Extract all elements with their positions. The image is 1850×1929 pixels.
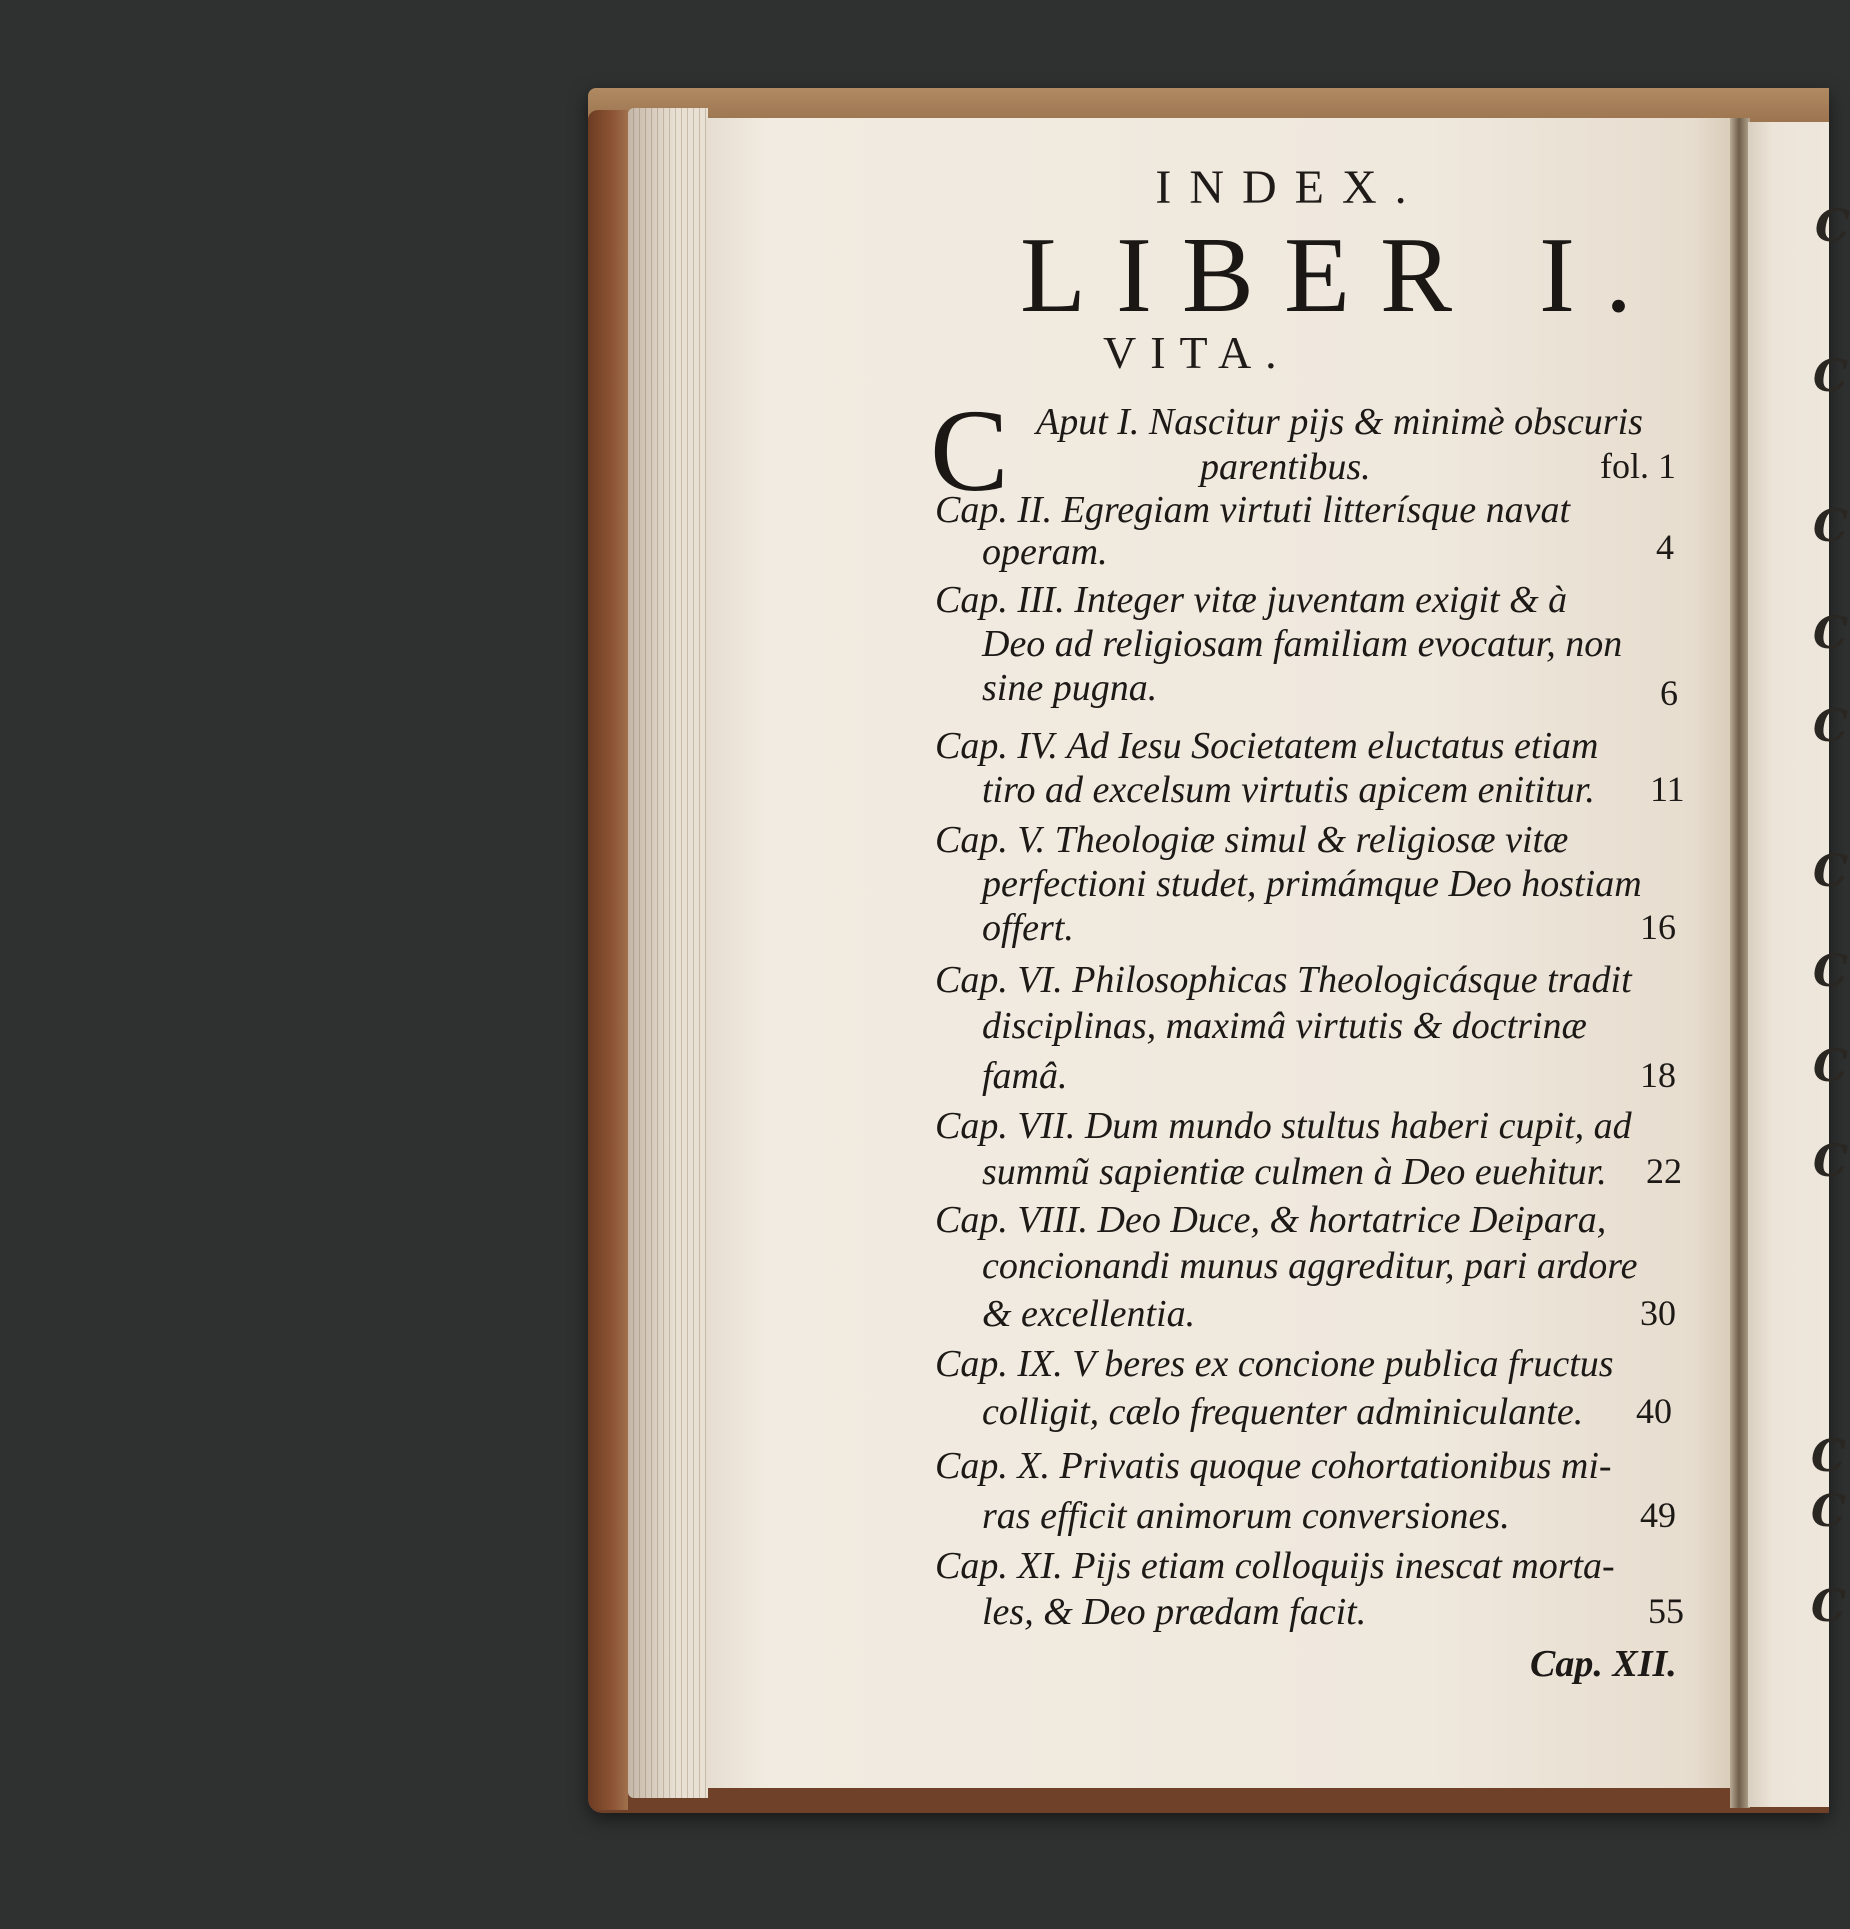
toc-entry-line: tiro ad excelsum virtutis apicem enititur. [982,769,1595,811]
facing-initial: C [1815,201,1850,252]
toc-entry-line: famâ. [982,1055,1068,1097]
toc-entry-line: Cap. II. Egregiam virtuti litterísque navat [935,489,1571,531]
toc-page-number: 55 [1648,1591,1684,1631]
book-spine [588,110,628,1810]
facing-initial: C [1813,946,1849,997]
toc-entry-line: Cap. III. Integer vitæ juventam exigit & à [935,579,1568,621]
toc-entry-line: colligit, cælo frequenter adminiculante. [982,1391,1584,1433]
toc-entry-line: offert. [982,907,1074,949]
toc-page-number: 30 [1640,1293,1676,1333]
toc-entry-line: disciplinas, maximâ virtutis & doctrinæ [982,1005,1587,1047]
running-head: INDEX. [1155,161,1425,214]
toc-page-number: 4 [1656,527,1674,567]
toc-entry-line: Cap. XI. Pijs etiam colloquijs inescat morta- [935,1545,1615,1587]
toc-entry-line: operam. [982,531,1108,573]
toc-entry-line: Aput I. Nascitur pijs & minimè obscuris [1036,401,1643,443]
toc-entry-line: sine pugna. [982,667,1158,709]
toc-page-number: 11 [1650,769,1685,809]
toc-entry-line: Cap. IX. V beres ex concione publica fructus [935,1343,1614,1385]
book-top-edge [588,88,1829,122]
section-title: VITA. [1103,327,1291,378]
facing-initial: C [1813,846,1849,897]
toc-entry-line: Cap. VII. Dum mundo stultus haberi cupit, ad [935,1105,1632,1147]
toc-entry-line: Cap. VIII. Deo Duce, & hortatrice Deipara, [935,1199,1607,1241]
toc-entry-line: summũ sapientiæ culmen à Deo euehitur. [982,1151,1607,1193]
facing-initial: C [1813,1136,1849,1187]
book-gutter [1730,118,1750,1808]
toc-page-number: 49 [1640,1495,1676,1535]
facing-initial: C [1813,701,1849,752]
toc-page-number: 40 [1636,1391,1672,1431]
facing-initial: C [1811,1486,1847,1537]
toc-entry-line: Cap. V. Theologiæ simul & religiosæ vitæ [935,819,1569,861]
toc-page-number: 16 [1640,907,1676,947]
toc-entry-line: perfectioni studet, primámque Deo hostiam [982,863,1642,905]
toc-entry-line: Cap. IV. Ad Iesu Societatem eluctatus etiam [935,725,1599,767]
facing-initial: C [1813,351,1849,402]
facing-initial: C [1811,1431,1847,1482]
toc-entry-line: & excellentia. [982,1293,1196,1335]
facing-initial: C [1813,608,1849,659]
facing-initial: C [1813,1041,1849,1092]
toc-page-number: 18 [1640,1055,1676,1095]
toc-entry-line: les, & Deo prædam facit. [982,1591,1367,1633]
facing-initial: C [1811,1581,1847,1632]
toc-entry-line: parentibus. [1200,446,1371,488]
drop-cap: C [930,385,1009,516]
facing-initial: C [1813,501,1849,552]
toc-entry-line: Cap. VI. Philosophicas Theologicásque tradit [935,959,1632,1001]
toc-entry-line: Cap. X. Privatis quoque cohortationibus mi- [935,1445,1612,1487]
page-stack-shade [628,108,708,1798]
catchword: Cap. XII. [1530,1643,1677,1685]
book-title: LIBER I. [1020,216,1662,335]
toc-page-number: fol. 1 [1600,446,1676,486]
toc-entry-line: Deo ad religiosam familiam evocatur, non [982,623,1623,665]
toc-page-number: 22 [1646,1151,1682,1191]
toc-entry-line: concionandi munus aggreditur, pari ardore [982,1245,1638,1287]
toc-entry-line: ras efficit animorum conversiones. [982,1495,1510,1537]
toc-page-number: 6 [1660,673,1678,713]
